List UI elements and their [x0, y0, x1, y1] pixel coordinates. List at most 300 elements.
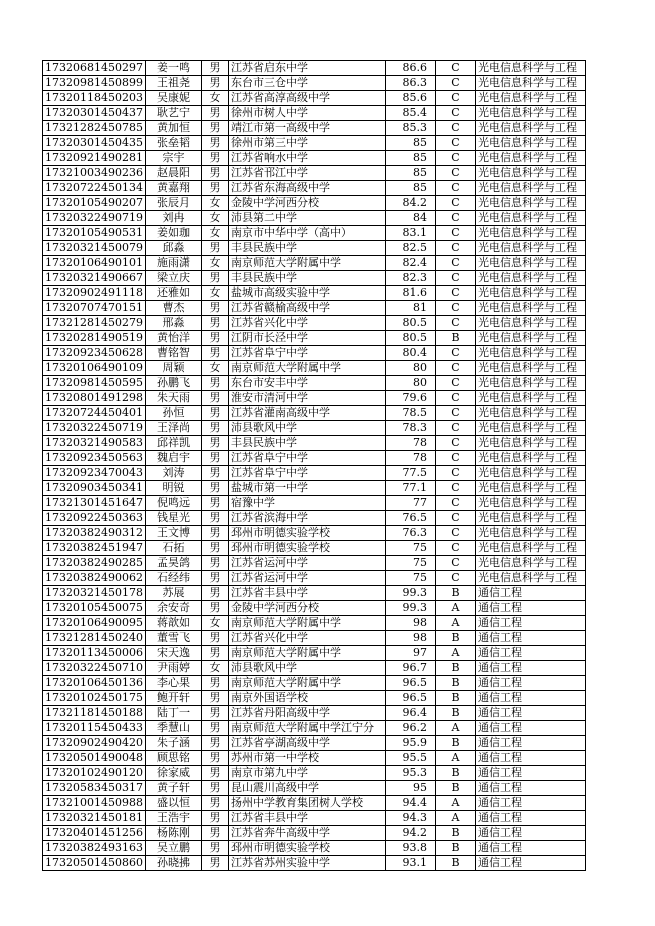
cell-grade: B: [435, 766, 475, 781]
cell-score: 81.6: [385, 286, 435, 301]
table-row: [43, 511, 586, 526]
cell-name: 徐家威: [145, 766, 201, 781]
cell-name: 石经纬: [145, 571, 201, 586]
cell-major: 光电信息科学与工程: [475, 241, 585, 256]
cell-grade: C: [435, 226, 475, 241]
cell-name: 倪鸣远: [145, 496, 201, 511]
cell-grade: C: [435, 391, 475, 406]
cell-grade: C: [435, 301, 475, 316]
cell-name: 还雅如: [145, 286, 201, 301]
cell-name: 曹铭智: [145, 346, 201, 361]
cell-school: 南京市中华中学（高中）: [228, 226, 385, 241]
cell-score: 96.5: [385, 676, 435, 691]
cell-major: 通信工程: [475, 766, 585, 781]
cell-score: 78.3: [385, 421, 435, 436]
cell-school: 南京师范大学附属中学: [228, 256, 385, 271]
cell-school: 沛县歌风中学: [228, 421, 385, 436]
cell-sex: 男: [201, 451, 228, 466]
cell-name: 赵晨阳: [145, 166, 201, 181]
cell-name: 王文博: [145, 526, 201, 541]
cell-major: 通信工程: [475, 676, 585, 691]
cell-grade: C: [435, 196, 475, 211]
cell-grade: B: [435, 826, 475, 841]
cell-major: 光电信息科学与工程: [475, 316, 585, 331]
cell-name: 蒋歆如: [145, 616, 201, 631]
cell-sex: 男: [201, 271, 228, 286]
cell-id: 17320321450181: [43, 811, 146, 826]
cell-sex: 男: [201, 781, 228, 796]
cell-score: 85.6: [385, 91, 435, 106]
table-row: [43, 841, 586, 856]
score-table: [42, 60, 586, 871]
cell-score: 99.3: [385, 586, 435, 601]
cell-school: 江苏省灌南高级中学: [228, 406, 385, 421]
table-row: [43, 811, 586, 826]
cell-major: 光电信息科学与工程: [475, 226, 585, 241]
cell-school: 东台市三仓中学: [228, 76, 385, 91]
table-row: [43, 436, 586, 451]
cell-id: 17321181450188: [43, 706, 146, 721]
cell-name: 吴康妮: [145, 91, 201, 106]
cell-major: 光电信息科学与工程: [475, 61, 585, 76]
table-row: [43, 856, 586, 871]
cell-id: 17320322490719: [43, 211, 146, 226]
cell-school: 沛县歌风中学: [228, 661, 385, 676]
cell-grade: C: [435, 496, 475, 511]
table-row: [43, 196, 586, 211]
cell-major: 通信工程: [475, 736, 585, 751]
cell-id: 17320902491118: [43, 286, 146, 301]
cell-score: 95: [385, 781, 435, 796]
cell-sex: 男: [201, 751, 228, 766]
cell-score: 78: [385, 451, 435, 466]
cell-school: 江苏省阜宁中学: [228, 451, 385, 466]
cell-id: 17321301451647: [43, 496, 146, 511]
cell-score: 83.1: [385, 226, 435, 241]
cell-sex: 男: [201, 556, 228, 571]
cell-sex: 男: [201, 691, 228, 706]
cell-id: 17320281490519: [43, 331, 146, 346]
cell-school: 江苏省运河中学: [228, 556, 385, 571]
cell-name: 鲍开轩: [145, 691, 201, 706]
cell-grade: C: [435, 316, 475, 331]
table-row: [43, 631, 586, 646]
cell-name: 石拓: [145, 541, 201, 556]
cell-name: 黄加恒: [145, 121, 201, 136]
cell-score: 84: [385, 211, 435, 226]
cell-name: 顾思铭: [145, 751, 201, 766]
cell-sex: 男: [201, 181, 228, 196]
cell-sex: 男: [201, 436, 228, 451]
cell-sex: 男: [201, 676, 228, 691]
cell-sex: 女: [201, 91, 228, 106]
cell-school: 江苏省苏州实验中学: [228, 856, 385, 871]
table-row: [43, 286, 586, 301]
cell-major: 通信工程: [475, 841, 585, 856]
cell-id: 17320922450363: [43, 511, 146, 526]
cell-school: 靖江市第一高级中学: [228, 121, 385, 136]
cell-id: 17320301450437: [43, 106, 146, 121]
cell-major: 光电信息科学与工程: [475, 466, 585, 481]
table-row: [43, 826, 586, 841]
table-row: [43, 676, 586, 691]
cell-score: 80.5: [385, 331, 435, 346]
table-row: [43, 661, 586, 676]
cell-id: 17320382490062: [43, 571, 146, 586]
cell-school: 金陵中学河西分校: [228, 196, 385, 211]
cell-grade: C: [435, 541, 475, 556]
table-row: [43, 136, 586, 151]
cell-school: 江苏省运河中学: [228, 571, 385, 586]
cell-name: 魏启宇: [145, 451, 201, 466]
table-row: [43, 736, 586, 751]
cell-grade: C: [435, 346, 475, 361]
cell-id: 17320981450595: [43, 376, 146, 391]
cell-grade: C: [435, 421, 475, 436]
table-row: [43, 376, 586, 391]
cell-score: 85.3: [385, 121, 435, 136]
cell-name: 李心果: [145, 676, 201, 691]
cell-score: 80: [385, 361, 435, 376]
cell-school: 南京师范大学附属中学: [228, 646, 385, 661]
cell-school: 邳州市明德实验学校: [228, 541, 385, 556]
cell-major: 通信工程: [475, 826, 585, 841]
table-row: [43, 781, 586, 796]
cell-score: 76.3: [385, 526, 435, 541]
cell-score: 75: [385, 556, 435, 571]
cell-grade: C: [435, 121, 475, 136]
cell-score: 97: [385, 646, 435, 661]
cell-id: 17320105490531: [43, 226, 146, 241]
cell-sex: 女: [201, 661, 228, 676]
cell-sex: 男: [201, 316, 228, 331]
cell-name: 梁立庆: [145, 271, 201, 286]
cell-major: 光电信息科学与工程: [475, 436, 585, 451]
cell-grade: A: [435, 601, 475, 616]
cell-grade: C: [435, 181, 475, 196]
cell-score: 82.5: [385, 241, 435, 256]
table-row: [43, 571, 586, 586]
cell-id: 17320923450628: [43, 346, 146, 361]
cell-grade: A: [435, 796, 475, 811]
cell-score: 95.3: [385, 766, 435, 781]
table-row: [43, 541, 586, 556]
table-row: [43, 691, 586, 706]
cell-name: 宗宇: [145, 151, 201, 166]
cell-school: 南京师范大学附属中学江宁分: [228, 721, 385, 736]
cell-score: 96.2: [385, 721, 435, 736]
cell-sex: 男: [201, 166, 228, 181]
table-row: [43, 241, 586, 256]
cell-name: 杨陈刚: [145, 826, 201, 841]
cell-major: 光电信息科学与工程: [475, 76, 585, 91]
cell-id: 17320681450297: [43, 61, 146, 76]
cell-school: 江苏省赣榆高级中学: [228, 301, 385, 316]
table-row: [43, 271, 586, 286]
cell-sex: 女: [201, 211, 228, 226]
cell-id: 17320322450719: [43, 421, 146, 436]
cell-school: 江苏省兴化中学: [228, 631, 385, 646]
cell-major: 通信工程: [475, 631, 585, 646]
cell-id: 17320583450317: [43, 781, 146, 796]
cell-score: 86.3: [385, 76, 435, 91]
table-row: [43, 466, 586, 481]
cell-major: 光电信息科学与工程: [475, 511, 585, 526]
table-row: [43, 391, 586, 406]
cell-major: 通信工程: [475, 706, 585, 721]
cell-score: 85: [385, 166, 435, 181]
cell-id: 17320724450401: [43, 406, 146, 421]
cell-id: 17320923450563: [43, 451, 146, 466]
cell-id: 17320322450710: [43, 661, 146, 676]
cell-score: 80: [385, 376, 435, 391]
cell-sex: 男: [201, 601, 228, 616]
cell-sex: 男: [201, 406, 228, 421]
cell-id: 17321001450988: [43, 796, 146, 811]
cell-name: 张垒韬: [145, 136, 201, 151]
cell-school: 南京师范大学附属中学: [228, 361, 385, 376]
cell-grade: C: [435, 286, 475, 301]
cell-school: 江苏省亭湖高级中学: [228, 736, 385, 751]
table-row: [43, 151, 586, 166]
cell-name: 邢淼: [145, 316, 201, 331]
cell-sex: 男: [201, 106, 228, 121]
cell-score: 81: [385, 301, 435, 316]
table-row: [43, 451, 586, 466]
cell-school: 丰县民族中学: [228, 271, 385, 286]
cell-sex: 男: [201, 121, 228, 136]
cell-major: 通信工程: [475, 586, 585, 601]
table-row: [43, 316, 586, 331]
cell-grade: C: [435, 511, 475, 526]
cell-sex: 男: [201, 526, 228, 541]
cell-grade: A: [435, 811, 475, 826]
cell-name: 余安奇: [145, 601, 201, 616]
cell-grade: C: [435, 256, 475, 271]
cell-id: 17320707470151: [43, 301, 146, 316]
cell-major: 光电信息科学与工程: [475, 331, 585, 346]
cell-name: 苏展: [145, 586, 201, 601]
cell-sex: 男: [201, 346, 228, 361]
cell-major: 光电信息科学与工程: [475, 421, 585, 436]
cell-grade: C: [435, 436, 475, 451]
cell-sex: 男: [201, 241, 228, 256]
cell-grade: B: [435, 706, 475, 721]
cell-score: 77: [385, 496, 435, 511]
cell-school: 盐城市第一中学: [228, 481, 385, 496]
cell-major: 光电信息科学与工程: [475, 376, 585, 391]
cell-score: 85.4: [385, 106, 435, 121]
cell-name: 宋天逸: [145, 646, 201, 661]
table-row: [43, 76, 586, 91]
cell-school: 金陵中学河西分校: [228, 601, 385, 616]
cell-name: 姜一鸣: [145, 61, 201, 76]
cell-grade: C: [435, 106, 475, 121]
cell-name: 季慧山: [145, 721, 201, 736]
cell-id: 17320722450134: [43, 181, 146, 196]
cell-score: 96.5: [385, 691, 435, 706]
cell-major: 光电信息科学与工程: [475, 91, 585, 106]
table-row: [43, 166, 586, 181]
cell-score: 94.4: [385, 796, 435, 811]
cell-school: 邳州市明德实验学校: [228, 841, 385, 856]
cell-major: 光电信息科学与工程: [475, 151, 585, 166]
cell-name: 尹雨婷: [145, 661, 201, 676]
cell-id: 17321281450240: [43, 631, 146, 646]
cell-name: 明锐: [145, 481, 201, 496]
cell-school: 南京外国语学校: [228, 691, 385, 706]
cell-score: 98: [385, 616, 435, 631]
cell-id: 17320301450435: [43, 136, 146, 151]
cell-grade: B: [435, 781, 475, 796]
cell-major: 光电信息科学与工程: [475, 211, 585, 226]
cell-name: 孙恒: [145, 406, 201, 421]
cell-major: 通信工程: [475, 751, 585, 766]
cell-id: 17320501450860: [43, 856, 146, 871]
cell-id: 17320106450136: [43, 676, 146, 691]
cell-sex: 男: [201, 376, 228, 391]
cell-sex: 男: [201, 706, 228, 721]
cell-id: 17320113450006: [43, 646, 146, 661]
cell-school: 昆山震川高级中学: [228, 781, 385, 796]
cell-school: 江苏省奔牛高级中学: [228, 826, 385, 841]
cell-id: 17320115450433: [43, 721, 146, 736]
cell-sex: 男: [201, 571, 228, 586]
cell-score: 86.6: [385, 61, 435, 76]
cell-school: 苏州市第一中学校: [228, 751, 385, 766]
cell-major: 光电信息科学与工程: [475, 121, 585, 136]
cell-name: 黄怡洋: [145, 331, 201, 346]
cell-score: 99.3: [385, 601, 435, 616]
cell-school: 江阴市长泾中学: [228, 331, 385, 346]
table-row: [43, 646, 586, 661]
cell-score: 80.5: [385, 316, 435, 331]
table-row: [43, 211, 586, 226]
cell-name: 刘冉: [145, 211, 201, 226]
cell-school: 江苏省丰县中学: [228, 586, 385, 601]
cell-grade: B: [435, 631, 475, 646]
cell-id: 17321281450279: [43, 316, 146, 331]
cell-score: 78.5: [385, 406, 435, 421]
table-row: [43, 721, 586, 736]
cell-sex: 男: [201, 841, 228, 856]
cell-id: 17320902490420: [43, 736, 146, 751]
table-row: [43, 181, 586, 196]
cell-sex: 男: [201, 496, 228, 511]
cell-major: 光电信息科学与工程: [475, 481, 585, 496]
table-row: [43, 256, 586, 271]
cell-major: 光电信息科学与工程: [475, 571, 585, 586]
cell-id: 17320382451947: [43, 541, 146, 556]
cell-grade: A: [435, 721, 475, 736]
cell-sex: 男: [201, 736, 228, 751]
cell-id: 17320382493163: [43, 841, 146, 856]
cell-major: 通信工程: [475, 856, 585, 871]
cell-name: 姜如珈: [145, 226, 201, 241]
cell-score: 93.1: [385, 856, 435, 871]
cell-grade: B: [435, 691, 475, 706]
cell-name: 黄子轩: [145, 781, 201, 796]
cell-grade: B: [435, 586, 475, 601]
cell-grade: A: [435, 646, 475, 661]
cell-major: 光电信息科学与工程: [475, 136, 585, 151]
cell-grade: C: [435, 406, 475, 421]
cell-sex: 男: [201, 151, 228, 166]
cell-major: 光电信息科学与工程: [475, 556, 585, 571]
cell-id: 17320321450178: [43, 586, 146, 601]
cell-school: 江苏省高淳高级中学: [228, 91, 385, 106]
table-row: [43, 616, 586, 631]
cell-score: 78: [385, 436, 435, 451]
table-row: [43, 346, 586, 361]
cell-id: 17320106490101: [43, 256, 146, 271]
cell-school: 南京师范大学附属中学: [228, 676, 385, 691]
cell-score: 84.2: [385, 196, 435, 211]
cell-sex: 女: [201, 226, 228, 241]
cell-major: 通信工程: [475, 781, 585, 796]
cell-score: 98: [385, 631, 435, 646]
cell-score: 82.4: [385, 256, 435, 271]
cell-name: 孟昊鸽: [145, 556, 201, 571]
cell-grade: C: [435, 451, 475, 466]
cell-name: 董雪飞: [145, 631, 201, 646]
cell-sex: 男: [201, 796, 228, 811]
cell-name: 王祖尧: [145, 76, 201, 91]
table-row: [43, 751, 586, 766]
cell-score: 94.3: [385, 811, 435, 826]
cell-grade: C: [435, 361, 475, 376]
cell-name: 邱祥凯: [145, 436, 201, 451]
cell-major: 光电信息科学与工程: [475, 346, 585, 361]
cell-score: 96.7: [385, 661, 435, 676]
cell-sex: 男: [201, 856, 228, 871]
cell-sex: 女: [201, 361, 228, 376]
cell-school: 东台市安丰中学: [228, 376, 385, 391]
cell-grade: C: [435, 91, 475, 106]
cell-grade: C: [435, 151, 475, 166]
cell-school: 徐州市第三中学: [228, 136, 385, 151]
cell-id: 17320501490048: [43, 751, 146, 766]
cell-major: 通信工程: [475, 616, 585, 631]
table-row: [43, 61, 586, 76]
cell-major: 光电信息科学与工程: [475, 526, 585, 541]
cell-grade: A: [435, 616, 475, 631]
cell-school: 江苏省邗江中学: [228, 166, 385, 181]
cell-id: 17320321490583: [43, 436, 146, 451]
cell-id: 17321003490236: [43, 166, 146, 181]
table-row: [43, 556, 586, 571]
cell-major: 光电信息科学与工程: [475, 451, 585, 466]
cell-name: 张辰月: [145, 196, 201, 211]
cell-major: 光电信息科学与工程: [475, 406, 585, 421]
cell-name: 邱淼: [145, 241, 201, 256]
cell-score: 75: [385, 571, 435, 586]
cell-sex: 女: [201, 616, 228, 631]
cell-sex: 男: [201, 391, 228, 406]
table-row: [43, 331, 586, 346]
cell-grade: C: [435, 466, 475, 481]
table-row: [43, 796, 586, 811]
cell-score: 95.9: [385, 736, 435, 751]
cell-id: 17320106490109: [43, 361, 146, 376]
cell-score: 82.3: [385, 271, 435, 286]
cell-name: 黄嘉翔: [145, 181, 201, 196]
cell-grade: A: [435, 751, 475, 766]
cell-score: 85: [385, 181, 435, 196]
cell-score: 96.4: [385, 706, 435, 721]
cell-id: 17320382490285: [43, 556, 146, 571]
score-table-body: [43, 61, 586, 871]
